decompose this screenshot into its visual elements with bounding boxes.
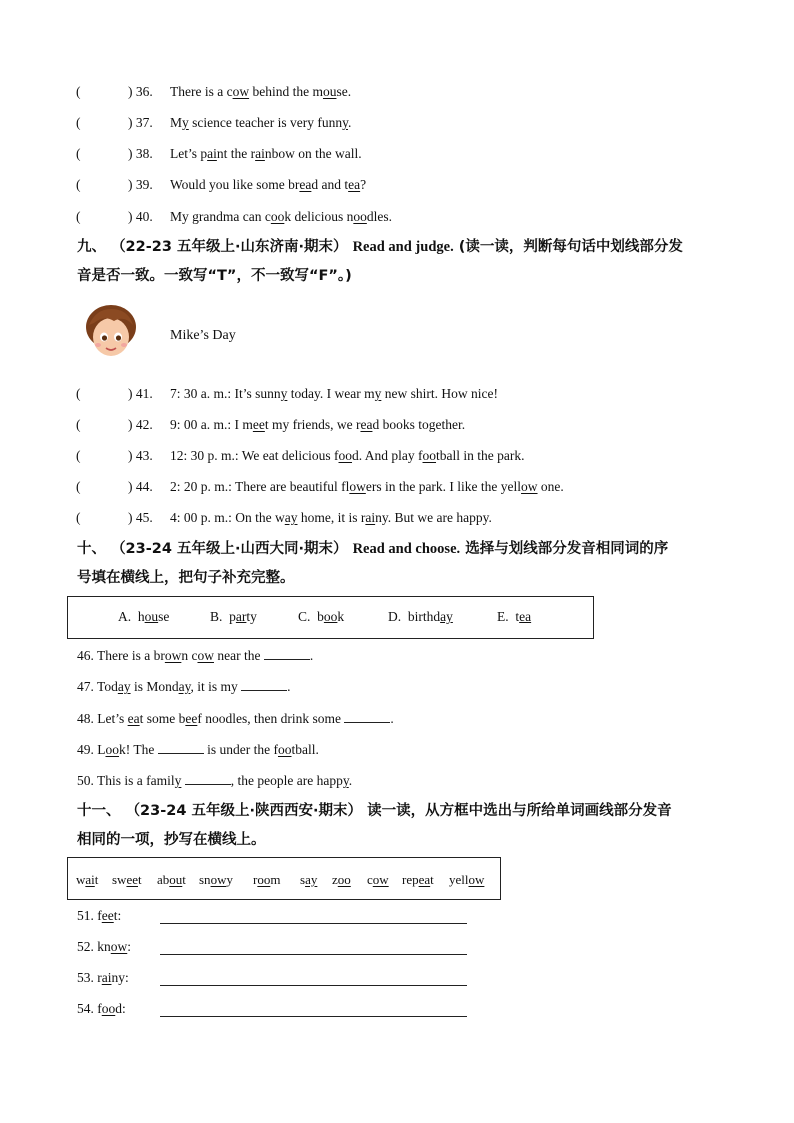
text-segment: tball in the park. [436,448,525,463]
option-label: E. [497,609,516,624]
text-segment: f [97,908,102,923]
text-segment: . [347,115,352,130]
underlined-letters: ai [85,872,95,887]
text-segment: sw [112,872,127,887]
section-9-instruction-line2: 音是否一致。一致写“T”，不一致写“F”。) [77,268,352,284]
question-number: ) 45. [128,510,153,525]
question-sentence [170,416,465,434]
underlined-letters: ow [164,648,182,663]
text-segment: kn [97,939,111,954]
text-segment: ab [157,872,170,887]
copy-question [77,939,131,955]
underlined-letters: ea [299,177,312,192]
underlined-letters: oo [353,209,367,224]
underlined-letters: ay [117,679,131,694]
answer-parentheses[interactable]: ( [76,209,81,224]
underlined-letters: ai [365,510,376,525]
question-sentence [170,176,366,194]
text-segment: . [309,648,314,663]
section-11-instruction-line2: 相同的一项，抄写在横线上。 [77,832,266,848]
story-title: Mike’s Day [170,328,236,343]
text-segment: yell [449,872,469,887]
text-segment: nbow on the wall. [264,146,362,161]
fill-in-question [77,740,319,758]
text-segment: se [158,609,170,624]
fill-in-question [77,709,394,727]
question-number: 47. [77,679,98,694]
underlined-letters: ea [127,711,140,726]
text-segment: t my friends, we r [264,417,361,432]
word-choice [332,872,351,888]
underlined-letters: ow [210,872,227,887]
section-11-heading [77,797,722,855]
answer-blank[interactable] [185,771,231,785]
question-number: ) 36. [128,84,153,99]
option-label: A. [118,609,138,624]
text-segment: sn [199,872,211,887]
option-label: D. [388,609,408,624]
text-segment: nt the r [216,146,256,161]
text-segment: home, it is r [297,510,366,525]
text-segment: t [430,872,434,887]
answer-parentheses[interactable]: ( [76,84,81,99]
underlined-letters: y [280,386,288,401]
answer-parentheses[interactable]: ( [76,510,81,525]
text-segment: f [97,1001,102,1016]
text-segment: t [182,872,186,887]
answer-line[interactable] [160,954,467,955]
answer-line[interactable] [160,923,467,924]
copy-question [77,908,121,924]
text-segment: birthd [407,609,441,624]
text-segment: This is a famil [97,773,175,788]
section-10-instruction-line2: 号填在横线上，把句子补充完整。 [77,570,295,586]
underlined-letters: ow [349,479,366,494]
text-segment: , it is my [190,679,242,694]
question-number: ) 44. [128,479,153,494]
text-segment: 2: 20 p. m.: There are beautiful fl [170,479,350,494]
boy-avatar-icon [84,303,138,361]
text-segment: new shirt. How nice! [381,386,498,401]
section-11-number: 十一、 [77,803,121,819]
fill-in-question [77,646,313,664]
text-segment: My grandma can c [170,209,271,224]
question-number: ) 42. [128,417,153,432]
text-segment: rep [402,872,419,887]
answer-parentheses[interactable]: ( [76,417,81,432]
text-segment: near the [213,648,264,663]
text-segment: c [367,872,373,887]
word-choice [157,872,186,888]
question-sentence [170,83,351,101]
text-segment: There is a br [97,648,165,663]
question-sentence [170,447,525,465]
text-segment: m [270,872,281,887]
underlined-letters: y [374,386,382,401]
answer-parentheses[interactable]: ( [76,448,81,463]
underlined-letters: ow [197,648,214,663]
text-segment: M [170,115,183,130]
answer-parentheses[interactable]: ( [76,115,81,130]
text-segment: ? [360,177,367,192]
underlined-letters: oo [277,742,292,757]
text-segment: Let’s [97,711,128,726]
text-segment: t [138,872,142,887]
option-label: B. [210,609,230,624]
answer-blank[interactable] [264,646,310,660]
question-sentence [170,385,498,403]
underlined-letters: ay [305,872,318,887]
fill-in-question [77,771,352,789]
option-d [388,609,453,625]
text-segment: . [348,773,353,788]
underlined-letters: ar [235,609,247,624]
text-segment: ny: [111,970,129,985]
answer-parentheses[interactable]: ( [76,177,81,192]
word-choice [199,872,233,888]
underlined-letters: oo [422,448,437,463]
text-segment: t [515,609,520,624]
question-number: ) 41. [128,386,153,401]
question-number: 54. [77,1001,98,1016]
text-segment: Tod [97,679,118,694]
text-segment: w [76,872,86,887]
text-segment: Would you like some br [170,177,300,192]
section-10-instruction-line1: 选择与划线部分发音相同词的序 [465,541,669,557]
text-segment: , the people are happ [230,773,343,788]
answer-blank[interactable] [241,677,287,691]
question-number: 46. [77,648,98,663]
underlined-letters: ay [440,609,453,624]
question-sentence [170,509,492,527]
word-choice [402,872,434,888]
section-9-source: （22-23 五年级上·山东济南·期末） [111,239,348,255]
text-segment: L [97,742,106,757]
option-c [298,609,344,625]
copy-question [77,970,129,986]
text-segment: se. [336,84,352,99]
section-9-number: 九、 [77,239,106,255]
underlined-letters: ea [360,417,373,432]
text-segment: f noodles, then drink some [197,711,345,726]
text-segment: t: [113,908,122,923]
question-sentence [170,478,564,496]
text-segment: ny. But we are happy. [375,510,492,525]
text-segment: ty [246,609,257,624]
underlined-letters: ea [418,872,431,887]
word-choice [367,872,389,888]
underlined-letters: ea [348,177,361,192]
answer-parentheses[interactable]: ( [76,386,81,401]
answer-parentheses[interactable]: ( [76,146,81,161]
text-segment: r [97,970,102,985]
underlined-letters: ee [101,908,114,923]
text-segment: today. I wear m [287,386,375,401]
underlined-letters: ow [232,84,250,99]
text-segment: d: [115,1001,126,1016]
underlined-letters: oo [101,1001,116,1016]
text-segment: . [390,711,394,726]
text-segment: z [332,872,338,887]
text-segment: d. And play f [352,448,423,463]
question-sentence [170,145,362,163]
section-10-heading [77,535,722,593]
underlined-letters: ai [207,146,217,161]
underlined-letters: oo [338,448,353,463]
question-number: ) 40. [128,209,153,224]
question-number: 49. [77,742,98,757]
question-sentence [170,114,351,132]
section-10-number: 十、 [77,541,106,557]
section-9-heading [77,233,722,291]
text-segment: science teacher is very funn [188,115,343,130]
answer-line[interactable] [160,985,467,986]
question-number: 52. [77,939,98,954]
text-segment: tball. [291,742,319,757]
answer-blank[interactable] [158,740,204,754]
question-number: 53. [77,970,98,985]
section-10-source: （23-24 五年级上·山西大同·期末） [111,541,348,557]
text-segment: 12: 30 p. m.: We eat delicious f [170,448,339,463]
question-number: ) 38. [128,146,153,161]
text-segment: k [337,609,345,624]
section-11-source: （23-24 五年级上·陕西西安·期末） [125,803,363,819]
option-e [497,609,531,625]
text-segment: : [127,939,132,954]
underlined-letters: y [174,773,182,788]
word-choice [300,872,317,888]
underlined-letters: ow [468,872,485,887]
underlined-letters: y [342,773,349,788]
text-segment: t some b [139,711,186,726]
question-number: 48. [77,711,98,726]
underlined-letters: ai [255,146,265,161]
text-segment: s [300,872,306,887]
text-segment: h [137,609,145,624]
option-b [210,609,257,625]
text-segment: 4: 00 p. m.: On the w [170,510,285,525]
answer-blank[interactable] [344,709,390,723]
question-number: 50. [77,773,98,788]
text-segment: r [253,872,258,887]
underlined-letters: ow [521,479,538,494]
text-segment: p [229,609,236,624]
underlined-letters: ou [322,84,337,99]
question-number: ) 43. [128,448,153,463]
word-choice [449,872,484,888]
question-number: 51. [77,908,98,923]
text-segment: There is a c [170,84,233,99]
text-segment: b [317,609,324,624]
underlined-letters: ee [185,711,198,726]
copy-question [77,1001,126,1017]
underlined-letters: oo [257,872,271,887]
text-segment: is under the f [203,742,278,757]
underlined-letters: ow [110,939,128,954]
section-9-instruction-line1: (读一读，判断每句话中划线部分发 [458,239,683,255]
text-segment: one. [537,479,564,494]
word-choice [112,872,142,888]
text-segment: 9: 00 a. m.: I m [170,417,253,432]
option-a [118,609,169,625]
underlined-letters: ou [144,609,159,624]
text-segment: k! The [119,742,158,757]
section-9-english-title: Read and judge. [352,239,454,255]
underlined-letters: ow [372,872,389,887]
underlined-letters: oo [337,872,351,887]
text-segment: is Mond [130,679,179,694]
question-number: ) 37. [128,115,153,130]
text-segment: . [287,679,291,694]
word-choice [76,872,98,888]
text-segment: 7: 30 a. m.: It’s sunn [170,386,281,401]
underlined-letters: ea [519,609,532,624]
answer-parentheses[interactable]: ( [76,479,81,494]
underlined-letters: oo [323,609,338,624]
text-segment: t [94,872,99,887]
question-sentence [170,208,392,226]
underlined-letters: ai [101,970,112,985]
underlined-letters: ou [169,872,183,887]
underlined-letters: ay [284,510,298,525]
text-segment: dles. [366,209,392,224]
word-choice [253,872,280,888]
underlined-letters: oo [105,742,119,757]
underlined-letters: ee [126,872,138,887]
underlined-letters: y [342,115,348,130]
section-11-instruction-line1: 读一读，从方框中选出与所给单词画线部分发音 [367,803,672,819]
fill-in-question [77,677,290,695]
underlined-letters: ee [252,417,265,432]
text-segment: Let’s p [170,146,208,161]
text-segment: n c [181,648,198,663]
question-number: ) 39. [128,177,153,192]
underlined-letters: oo [270,209,285,224]
section-10-english-title: Read and choose. [352,541,461,557]
underlined-letters: ay [178,679,191,694]
text-segment: d books together. [372,417,466,432]
option-label: C. [298,609,318,624]
text-segment: k delicious n [284,209,354,224]
text-segment: behind the m [249,84,323,99]
text-segment: d and t [311,177,349,192]
underlined-letters: y [182,115,189,130]
answer-line[interactable] [160,1016,467,1017]
text-segment: ers in the park. I like the yell [365,479,522,494]
text-segment: y [226,872,233,887]
